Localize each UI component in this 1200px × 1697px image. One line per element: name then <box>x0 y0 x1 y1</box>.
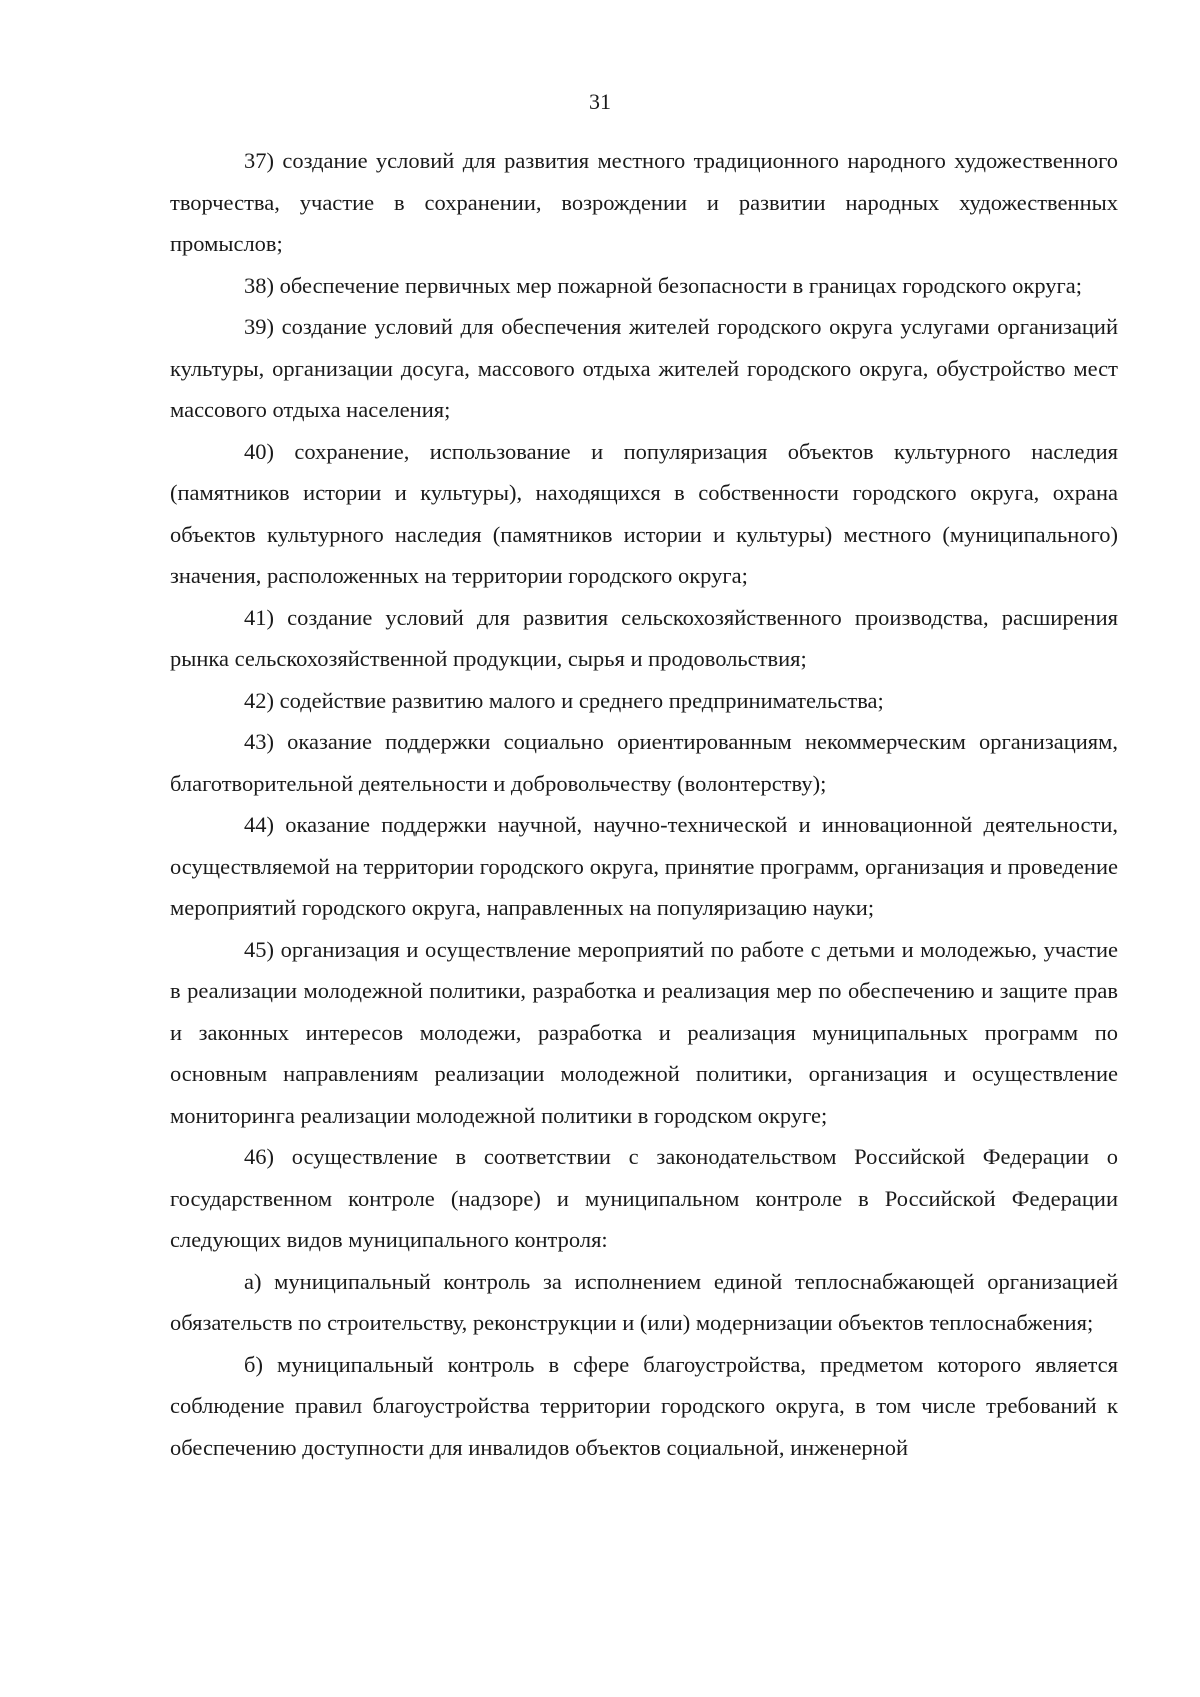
paragraph-item-44: 44) оказание поддержки научной, научно-технической и инновационной деятельности, осуществляемой на территории городского округа, принятие программ, организация и проведение мероприятий городского округа, направленных на популяризацию науки; <box>170 812 1118 920</box>
paragraph-subitem-b: б) муниципальный контроль в сфере благоустройства, предметом которого является соблюдение правил благоустройства территории городского округа, в том числе требований к обеспечению доступности для инвалидов объектов социальной, инженерной <box>170 1351 1118 1460</box>
paragraph-item-43: 43) оказание поддержки социально ориентированным некоммерческим организациям, благотворительной деятельности и добровольчеству (волонтерству); <box>170 729 1118 796</box>
paragraph-item-39: 39) создание условий для обеспечения жителей городского округа услугами организаций культуры, организации досуга, массового отдыха жителей городского округа, обустройство мест массового отдыха населения; <box>170 314 1118 422</box>
paragraph-item-42: 42) содействие развитию малого и среднего предпринимательства; <box>244 687 884 713</box>
paragraph-subitem-a: а) муниципальный контроль за исполнением единой теплоснабжающей организацией обязательств по строительству, реконструкции и (или) модернизации объектов теплоснабжения; <box>170 1268 1118 1335</box>
document-body <box>170 140 1118 1468</box>
paragraph-item-41: 41) создание условий для развития сельскохозяйственного производства, расширения рынка сельскохозяйственной продукции, сырья и продовольствия; <box>170 604 1118 671</box>
paragraph-item-46: 46) осуществление в соответствии с законодательством Российской Федерации о государственном контроле (надзоре) и муниципальном контроле в Российской Федерации следующих видов муниципального контроля: <box>170 1144 1118 1252</box>
page-number: 31 <box>589 89 611 114</box>
paragraph-item-40: 40) сохранение, использование и популяризация объектов культурного наследия (памятников истории и культуры), находящихся в собственности городского округа, охрана объектов культурного наследия (памятников истории и культуры) местного (муниципального) значения, расположенных на территории городского округа; <box>170 438 1118 588</box>
paragraph-item-37: 37) создание условий для развития местного традиционного народного художественного творчества, участие в сохранении, возрождении и развитии народных художественных промыслов; <box>170 148 1118 256</box>
paragraph-item-45: 45) организация и осуществление мероприятий по работе с детьми и молодежью, участие в реализации молодежной политики, разработка и реализация мер по обеспечению и защите прав и законных интересов молодежи, разработка и реализация муниципальных программ по основным направлениям реализации молодежной политики, организация и осуществление мониторинга реализации молодежной политики в городском округе; <box>170 936 1118 1128</box>
paragraph-item-38: 38) обеспечение первичных мер пожарной безопасности в границах городского округа; <box>244 272 1082 298</box>
